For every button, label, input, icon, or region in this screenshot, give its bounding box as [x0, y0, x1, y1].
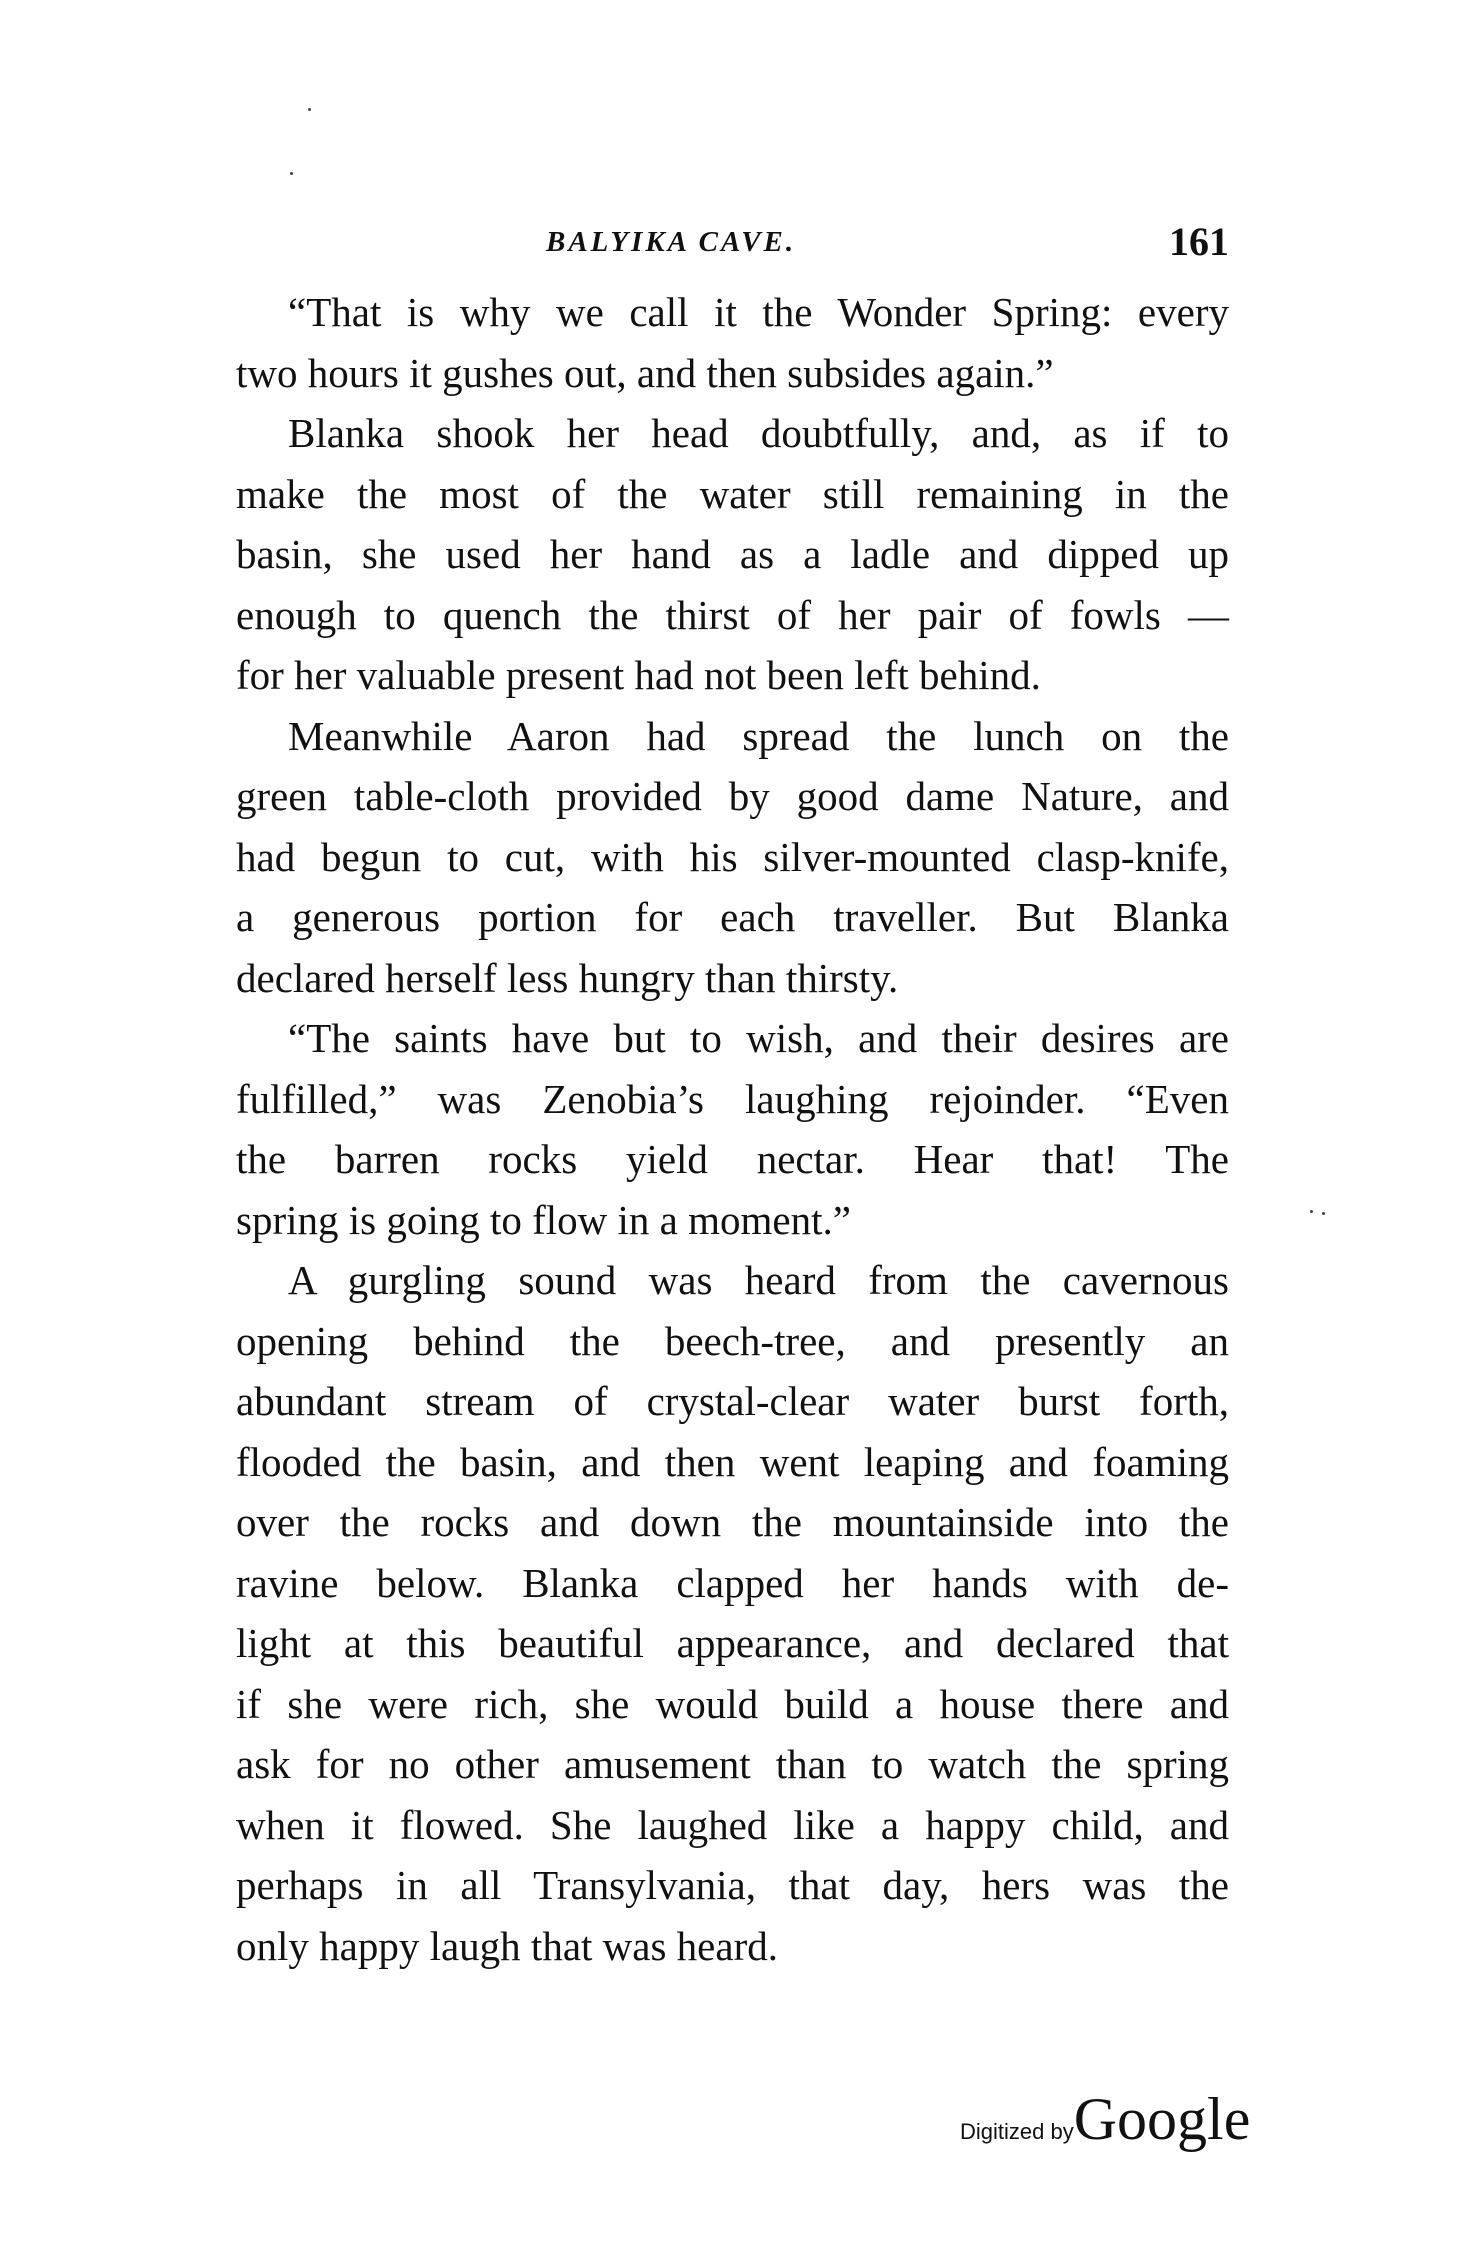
text-line: green table-cloth provided by good dame Nature, and [236, 773, 1229, 819]
text-line: spring is going to flow in a moment.” [236, 1196, 851, 1243]
text-line: a generous portion for each traveller. But Blanka [236, 894, 1229, 940]
body-text [236, 282, 1229, 1976]
text-line: over the rocks and down the mountainside into the [236, 1499, 1229, 1545]
text-line: had begun to cut, with his silver-mounted clasp-knife, [236, 833, 1229, 880]
text-line: Blanka shook her head doubtfully, and, as if to [288, 410, 1229, 456]
running-head: BALYIKA CAVE. [546, 226, 797, 258]
text-line: if she were rich, she would build a house there and [236, 1680, 1229, 1727]
text-line: “The saints have but to wish, and their desires are [288, 1015, 1229, 1061]
text-line: make the most of the water still remaining in the [236, 470, 1229, 517]
scan-speck [290, 172, 293, 175]
text-line: only happy laugh that was heard. [236, 1922, 778, 1969]
text-line: two hours it gushes out, and then subsides again.” [236, 349, 1054, 396]
text-line: the barren rocks yield nectar. Hear that! The [236, 1136, 1229, 1182]
scan-speck [1310, 1210, 1313, 1213]
text-line: A gurgling sound was heard from the cavernous [288, 1257, 1229, 1303]
text-line: enough to quench the thirst of her pair of fowls — [236, 591, 1229, 638]
text-line: opening behind the beech-tree, and presently an [236, 1317, 1229, 1364]
page-header [236, 219, 1229, 272]
text-line: fulfilled,” was Zenobia’s laughing rejoinder. “Even [236, 1075, 1229, 1122]
scan-speck [308, 108, 311, 111]
text-line: “That is why we call it the Wonder Spring: every [288, 289, 1229, 335]
text-line: when it flowed. She laughed like a happy child, and [236, 1801, 1229, 1848]
text-line: Meanwhile Aaron had spread the lunch on the [288, 712, 1229, 759]
text-line: perhaps in all Transylvania, that day, hers was the [236, 1862, 1229, 1908]
text-line: for her valuable present had not been left behind. [236, 652, 1041, 698]
scan-speck [1322, 1212, 1325, 1215]
digitized-label: Digitized by [960, 2119, 1074, 2144]
text-line: light at this beautiful appearance, and declared that [236, 1620, 1229, 1666]
digitized-by-google-watermark [960, 2085, 1250, 2154]
page-number: 161 [1169, 219, 1229, 264]
text-line: declared herself less hungry than thirsty. [236, 954, 899, 1001]
text-line: flooded the basin, and then went leaping and foaming [236, 1438, 1229, 1485]
text-line: ravine below. Blanka clapped her hands with de- [236, 1559, 1229, 1606]
text-line: basin, she used her hand as a ladle and dipped up [236, 531, 1229, 577]
google-logo: Google [1073, 2086, 1251, 2152]
text-line: ask for no other amusement than to watch the spring [236, 1741, 1229, 1787]
text-line: abundant stream of crystal-clear water burst forth, [236, 1378, 1229, 1424]
